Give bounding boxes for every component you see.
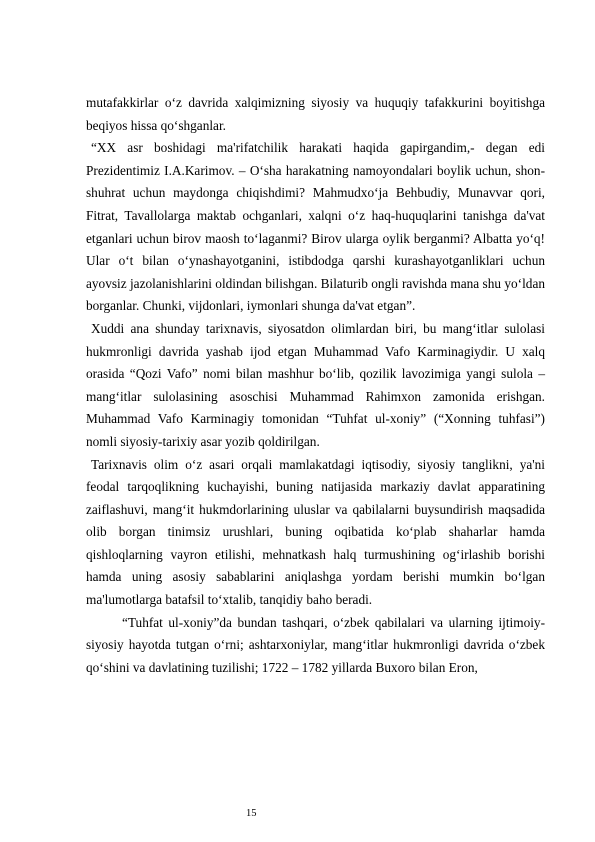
paragraph-2: “XX asr boshidagi ma'rifatchilik harakati haqida gapirgandim,- degan edi Prezidentimiz I.A.Karimov. – O‘sha harakatning namoyondalari boylik uchun, shon-shuhrat uchun maydonga chiqishdimi? Mahmudxo‘ja Behbudiy, Munavvar qori, Fitrat, Tavallolarga maktab ochganlari, xalqni o‘z haq-huquqlarini tanishga da'vat etganlari uchun birov maosh to‘laganmi? Birov ularga oylik berganmi? Albatta yo‘q! Ular o‘t bilan o‘ynashayotganini, istibdodga qarshi kurashayotganliklari uchun ayovsiz jazolanishlarini oldindan bilishgan. Bilaturib ongli ravishda mana shu yo‘ldan borganlar. Chunki, vijdonlari, iymonlari shunga da'vat etgan”. [86, 140, 545, 314]
paragraph-4: Tarixnavis olim o‘z asari orqali mamlakatdagi iqtisodiy, siyosiy tanglikni, ya'ni feodal tarqoqlikning kuchayishi, buning natijasida markaziy davlat apparatining zaiflashuvi, mang‘it hukmdorlarining uluslar va qabilalarni buysundirish maqsadida olib borgan tinimsiz urushlari, buning oqibatida ko‘plab shaharlar hamda qishloqlarning vayron etilishi, mehnatkash halq turmushining og‘irlashib borishi hamda uning asosiy sabablarini aniqlashga yordam berishi mumkin bo‘lgan ma'lumotlarga batafsil to‘xtalib, tanqidiy baho beradi. [86, 456, 545, 608]
paragraph-5: “Tuhfat ul-xoniy”da bundan tashqari, o‘zbek qabilalari va ularning ijtimoiy-siyosiy hayotda tutgan o‘rni; ashtarxoniylar, mang‘itlar hukmronligi davrida o‘zbek qo‘shini va davlatining tuzilishi; 1722 – 1782 yillarda Buxoro bilan Eron, [86, 614, 545, 675]
page-number: 15 [246, 808, 257, 819]
body-text [86, 92, 545, 679]
paragraph-3: Xuddi ana shunday tarixnavis, siyosatdon olimlardan biri, bu mang‘itlar sulolasi hukmronligi davrida yashab ijod etgan Muhammad Vafo Karminagiydir. U xalq orasida “Qozi Vafo” nomi bilan mashhur bo‘lib, qozilik lavozimiga yangi sulola – mang‘itlar sulolasining asoschisi Muhammad Rahimxon zamonida erishgan. Muhammad Vafo Karminagiy tomonidan “Tuhfat ul-xoniy” (“Xonning tuhfasi”) nomli siyosiy-tarixiy asar yozib qoldirilgan. [86, 320, 545, 449]
paragraph-1: mutafakkirlar o‘z davrida xalqimizning siyosiy va huquqiy tafakkurini boyitishga beqiyos hissa qo‘shganlar. [86, 95, 545, 133]
